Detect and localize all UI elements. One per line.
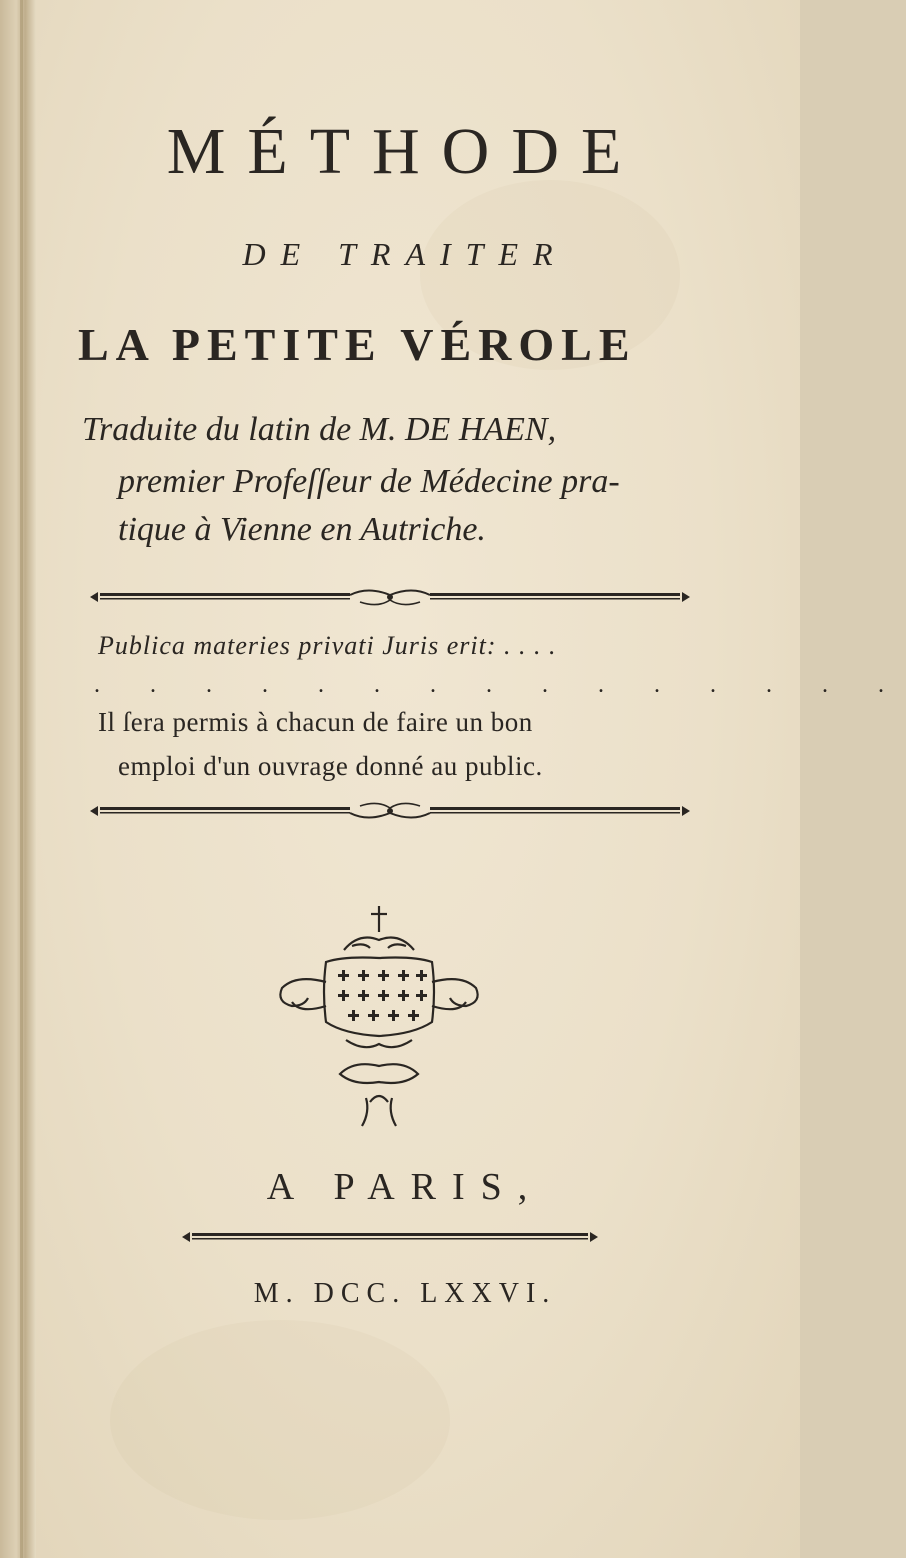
imprint-place: A PARIS, <box>266 1166 544 1208</box>
latin-epigraph: Publica materies privati Juris erit: . . . . <box>98 631 557 660</box>
translator-line-1: Traduite du latin de M. DE HAEN, <box>82 411 557 448</box>
printers-device-fleuron <box>274 902 484 1134</box>
divider-rule-top <box>88 586 692 608</box>
translator-line-3: tique à Vienne en Autriche. <box>118 511 486 548</box>
french-epigraph-line-1: Il ſera permis à chacun de faire un bon <box>98 707 533 737</box>
translator-line-2: premier Profeſſeur de Médecine pra- <box>118 463 620 500</box>
divider-rule-bottom <box>180 1226 600 1248</box>
title-page-content <box>60 0 906 1558</box>
french-epigraph-line-2: emploi d'un ouvrage donné au public. <box>118 751 543 781</box>
gutter-fold-line <box>20 0 23 1558</box>
subtitle-de-traiter: DE TRAITER <box>242 236 568 272</box>
divider-rule-middle <box>88 800 692 822</box>
main-title: MÉTHODE <box>166 115 644 188</box>
book-gutter <box>0 0 36 1558</box>
subtitle-petite-verole: LA PETITE VÉROLE <box>78 319 637 370</box>
imprint-year: M. DCC. LXXVI. <box>253 1278 557 1309</box>
epigraph-ellipsis-dots: . . . . . . . . . . . . . . . <box>94 672 906 698</box>
